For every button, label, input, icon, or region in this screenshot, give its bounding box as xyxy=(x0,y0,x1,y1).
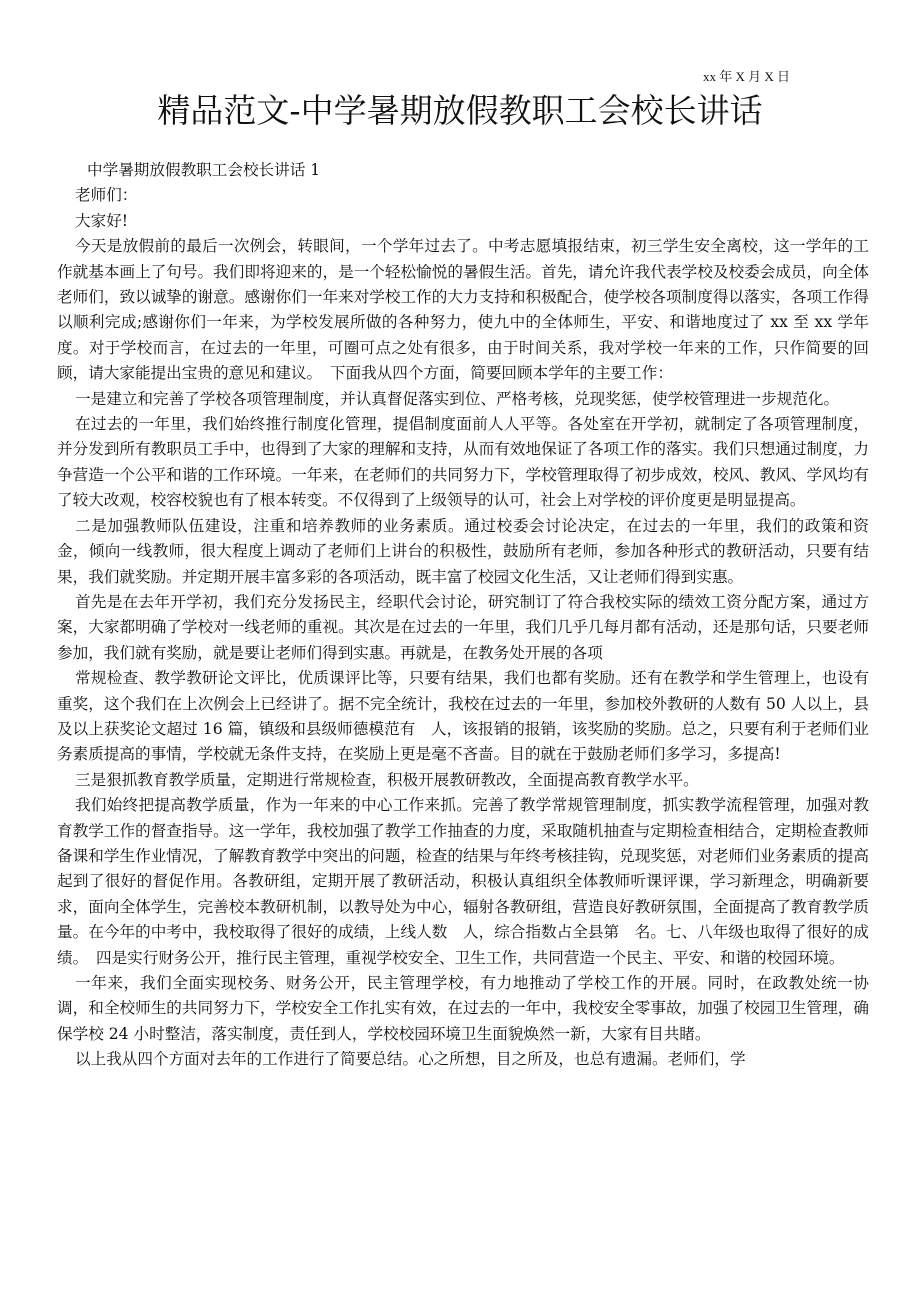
paragraph: 我们始终把提高教学质量，作为一年来的中心工作来抓。完善了教学常规管理制度，抓实教学流程管理，加强对教育教学工作的督查指导。这一学年，我校加强了教学工作抽查的力度，采取随机抽查与定期检查相结合，定期检查教师备课和学生作业情况，了解教育教学中突出的问题，检查的结果与年终考核挂钩，兑现奖惩，对老师们业务素质的提高起到了很好的督促作用。各教研组，定期开展了教研活动，积极认真组织全体教师听课评课，学习新理念，明确新要求，面向全体学生，完善校本教研机制，以教导处为中心，辐射各教研组，营造良好教研氛围，全面提高了教育教学质量。在今年的中考中，我校取得了很好的成绩，上线人数 人，综合指数占全县第 名。七、八年级也取得了很好的成绩。 四是实行财务公开，推行民主管理，重视学校安全、卫生工作，共同营造一个民主、平安、和谐的校园环境。 xyxy=(57,796,869,967)
paragraph: 以上我从四个方面对去年的工作进行了简要总结。心之所想，目之所及，也总有遗漏。老师们，学 xyxy=(75,1050,746,1069)
paragraph: 三是狠抓教育教学质量，定期进行常规检查，积极开展教研教改，全面提高教育教学水平。 xyxy=(75,770,699,789)
paragraph: 首先是在去年开学初，我们充分发扬民主，经职代会讨论，研究制订了符合我校实际的绩效工资分配方案，通过方案，大家都明确了学校对一线老师的重视。其次是在过去的一年里，我们几乎几每月都有活动，还是那句话，只要老师参加，我们就有奖励，就是要让老师们得到实惠。再就是，在教务处开展的各项 xyxy=(57,592,869,662)
document-date: xx 年 X 月 X 日 xyxy=(702,69,790,84)
paragraph: 在过去的一年里，我们始终推行制度化管理，提倡制度面前人人平等。各处室在开学初，就制定了各项管理制度，并分发到所有教职员工手中，也得到了大家的理解和支持，从而有效地保证了各项工作的落实。我们只想通过制度，力争营造一个公平和谐的工作环境。一年来，在老师们的共同努力下，学校管理取得了初步成效，校风、教风、学风均有了较大改观，校容校貌也有了根本转变。不仅得到了上级领导的认可，社会上对学校的评价度更是明显提高。 xyxy=(57,415,869,510)
paragraph: 二是加强教师队伍建设，注重和培养教师的业务素质。通过校委会讨论决定，在过去的一年里，我们的政策和资金，倾向一线教师，很大程度上调动了老师们上讲台的积极性，鼓励所有老师，参加各种形式的教研活动，只要有结果，我们就奖励。并定期开展丰富多彩的各项活动，既丰富了校园文化生活，又让老师们得到实惠。 xyxy=(57,516,869,586)
paragraph: 一年来，我们全面实现校务、财务公开，民主管理学校，有力地推动了学校工作的开展。同时，在政教处统一协调，和全校师生的共同努力下，学校安全工作扎实有效，在过去的一年中，我校安全零事故，加强了校园卫生管理，确保学校 24 小时整洁，落实制度，责任到人，学校校园环境卫生面貌焕然一新，大家有目共睹。 xyxy=(57,974,869,1043)
paragraph: 一是建立和完善了学校各项管理制度，并认真督促落实到位、严格考核，兑现奖惩，使学校管理进一步规范化。 xyxy=(75,389,840,408)
document-title: 精品范文-中学暑期放假教职工会校长讲话 xyxy=(157,91,763,130)
greeting: 大家好! xyxy=(75,211,129,230)
speech-subtitle: 中学暑期放假教职工会校长讲话 1 xyxy=(87,161,321,179)
salutation: 老师们： xyxy=(75,186,138,205)
paragraph: 常规检查、教学教研论文评比，优质课评比等，只要有结果，我们也都有奖励。还有在教学和学生管理上，也设有重奖，这个我们在上次例会上已经讲了。据不完全统计，我校在过去的一年里，参加校外教研的人数有 50 人以上，县及以上获奖论文超过 16 篇，镇级和县级师德模范有 人，该报销的报销，该奖励的奖励。总之，只要有利于老师们业务素质提高的事情，学校就无条件支持，在奖励上更是毫不吝啬。目的就在于鼓励老师们多学习，多提高! xyxy=(57,669,869,764)
paragraph: 今天是放假前的最后一次例会，转眼间，一个学年过去了。中考志愿填报结束，初三学生安全离校，这一学年的工作就基本画上了句号。我们即将迎来的，是一个轻松愉悦的暑假生活。首先，请允许我代表学校及校委会成员，向全体老师们，致以诚挚的谢意。感谢你们一年来对学校工作的大力支持和积极配合，使学校各项制度得以落实，各项工作得以顺利完成;感谢你们一年来，为学校发展所做的各种努力，使九中的全体师生，平安、和谐地度过了 xx 至 xx 学年度。对于学校而言，在过去的一年里，可圈可点之处有很多，由于时间关系，我对学校一年来的工作，只作简要的回顾，请大家能提出宝贵的意见和建议。 下面我从四个方面，简要回顾本学年的主要工作： xyxy=(57,237,869,383)
document-body xyxy=(57,158,869,1073)
